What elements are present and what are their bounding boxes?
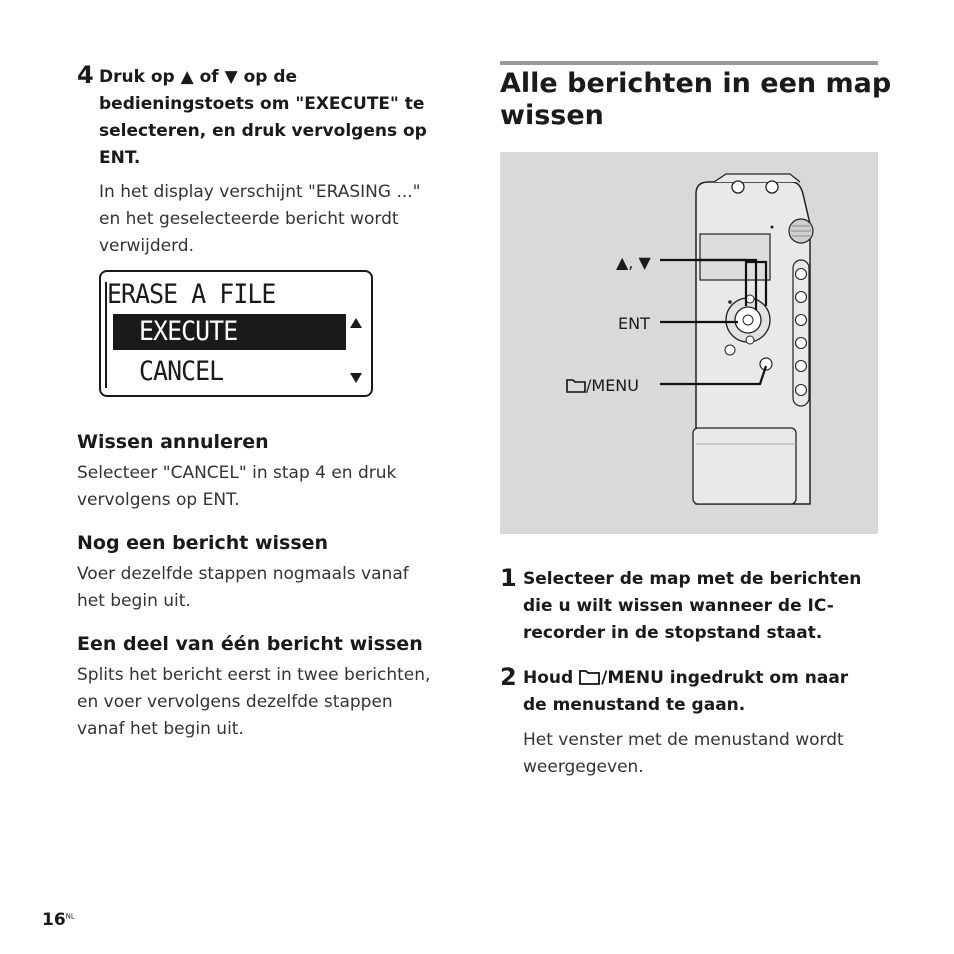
text-erase-part: Splits het bericht eerst in twee berichten, en voer vervolgens dezelfde stappen vanaf het begin uit.	[77, 665, 431, 739]
lcd-line-title: ERASE A FILE	[107, 279, 276, 310]
ic-recorder-drawing	[500, 152, 878, 534]
heading-cancel-erase: Wissen annuleren	[77, 431, 269, 453]
ic-recorder-figure	[500, 152, 878, 534]
scroll-down-icon	[349, 372, 363, 384]
step-1-number: 1	[500, 564, 517, 592]
step-4-instruction: Druk op ▲ of ▼ op de bedieningstoets om "EXECUTE" te selecteren, en druk vervolgens op ENT.	[99, 67, 427, 168]
page-number: $16^{NL}$	[42, 910, 75, 930]
step-4-result: In het display verschijnt "ERASING ..." en het geselecteerde bericht wordt verwijderd.	[99, 182, 421, 256]
text-cancel-erase: Selecteer "CANCEL" in stap 4 en druk vervolgens op ENT.	[77, 463, 397, 510]
step-2-number: 2	[500, 663, 517, 691]
lcd-selected-row	[113, 314, 346, 350]
section-title: Alle berichten in een map wissen	[500, 68, 892, 131]
lcd-line-cancel: CANCEL	[139, 356, 224, 387]
callout-ent: ENT	[618, 314, 650, 333]
lcd-display-illustration	[99, 270, 373, 397]
step-4-number: 4	[77, 61, 94, 89]
scroll-up-icon	[349, 317, 363, 329]
folder-icon	[566, 377, 586, 393]
folder-icon	[579, 668, 601, 685]
callout-menu: /MENU	[566, 376, 639, 395]
heading-erase-part: Een deel van één bericht wissen	[77, 633, 423, 655]
lcd-line-execute: EXECUTE	[139, 316, 238, 347]
section-rule	[500, 61, 878, 65]
step-2-instruction: Houd /MENU ingedrukt om naar de menustand te gaan.	[523, 668, 849, 715]
language-code: NL	[65, 912, 75, 921]
heading-erase-another: Nog een bericht wissen	[77, 532, 329, 554]
text-erase-another: Voer dezelfde stappen nogmaals vanaf het begin uit.	[77, 564, 409, 611]
step-1-instruction: Selecteer de map met de berichten die u wilt wissen wanneer de IC- recorder in de stopstand staat.	[523, 569, 862, 643]
step-2-result: Het venster met de menustand wordt weergegeven.	[523, 730, 844, 777]
callout-up-down: ▲, ▼	[616, 253, 651, 272]
